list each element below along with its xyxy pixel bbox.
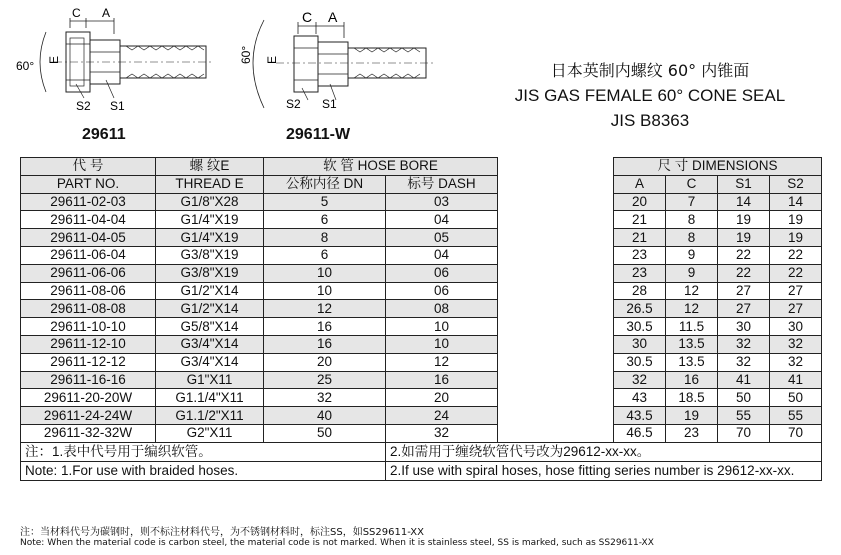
header-gap [498,175,614,193]
s1-label: S1 [322,97,337,111]
cell-s1: 32 [718,353,770,371]
table-row [21,424,822,442]
cell-thread: G1"X11 [156,371,264,389]
s1-label: S1 [110,99,125,113]
cell-s1: 70 [718,424,770,442]
cell-a: 43.5 [614,407,666,425]
table-gap-cell [498,424,614,442]
cell-thread: G1/8"X28 [156,193,264,211]
cell-s2: 55 [770,407,822,425]
table-row [21,389,822,407]
cell-a: 21 [614,229,666,247]
cell-a: 28 [614,282,666,300]
header-dash: 标号 DASH [386,175,498,193]
cell-part: 29611-04-05 [21,229,156,247]
cell-part: 29611-06-04 [21,246,156,264]
cell-dash: 24 [386,407,498,425]
cell-dn: 8 [264,229,386,247]
dim-e-label: E [265,55,279,64]
table-gap-cell [498,318,614,336]
cell-dash: 16 [386,371,498,389]
cell-s1: 27 [718,300,770,318]
cell-s2: 19 [770,229,822,247]
cell-part: 29611-12-12 [21,353,156,371]
cell-s2: 32 [770,353,822,371]
cell-part: 29611-20-20W [21,389,156,407]
table-gap-cell [498,246,614,264]
cell-dash: 04 [386,246,498,264]
cell-c: 8 [666,211,718,229]
angle-label: 60° [239,45,253,64]
cell-c: 12 [666,300,718,318]
note-en-1: Note: 1.For use with braided hoses. [21,461,386,480]
spec-table [20,157,822,481]
cell-c: 13.5 [666,353,718,371]
cell-a: 23 [614,246,666,264]
cell-c: 18.5 [666,389,718,407]
header-c: C [666,175,718,193]
cell-s2: 27 [770,282,822,300]
cell-part: 29611-12-10 [21,335,156,353]
cell-dash: 06 [386,282,498,300]
table-gap-cell [498,264,614,282]
cell-s1: 22 [718,246,770,264]
cell-dash: 08 [386,300,498,318]
cell-dn: 12 [264,300,386,318]
cell-c: 7 [666,193,718,211]
header-code-cn: 代 号 [21,158,156,176]
table-gap-cell [498,335,614,353]
cell-thread: G3/8"X19 [156,246,264,264]
table-row [21,264,822,282]
note-en-2: 2.If use with spiral hoses, hose fitting series number is 29612-xx-xx. [386,461,822,480]
angle-label: 60° [16,59,35,73]
table-gap-cell [498,193,614,211]
table-gap-cell [498,407,614,425]
cell-a: 32 [614,371,666,389]
cell-s1: 50 [718,389,770,407]
table-gap-cell [498,389,614,407]
cell-dn: 16 [264,318,386,336]
cell-c: 8 [666,229,718,247]
cell-a: 43 [614,389,666,407]
cell-part: 29611-08-06 [21,282,156,300]
cell-dash: 05 [386,229,498,247]
cell-c: 9 [666,264,718,282]
title-standard: JIS B8363 [610,111,690,130]
cell-s1: 41 [718,371,770,389]
s2-label: S2 [286,97,301,111]
cell-s2: 70 [770,424,822,442]
cell-dash: 12 [386,353,498,371]
footnote-cn: 注：当材料代号为碳钢时，则不标注材料代号，为不锈钢材料时，标注SS，如SS29611-XX [20,527,425,538]
table-row [21,353,822,371]
cell-a: 23 [614,264,666,282]
cell-s2: 22 [770,246,822,264]
cell-s1: 27 [718,282,770,300]
cell-part: 29611-06-06 [21,264,156,282]
cell-c: 16 [666,371,718,389]
cell-dn: 6 [264,246,386,264]
cell-dn: 10 [264,264,386,282]
cell-dn: 10 [264,282,386,300]
cell-thread: G2"X11 [156,424,264,442]
cell-c: 9 [666,246,718,264]
table-row [21,407,822,425]
cell-c: 19 [666,407,718,425]
table-gap-cell [498,371,614,389]
cell-part: 29611-08-08 [21,300,156,318]
table-row [21,371,822,389]
table-row [21,193,822,211]
cell-a: 26.5 [614,300,666,318]
header-a: A [614,175,666,193]
cell-dn: 40 [264,407,386,425]
cell-thread: G1/2"X14 [156,300,264,318]
note-cn-1: 注：1.表中代号用于编织软管。 [21,442,386,461]
table-gap-cell [498,353,614,371]
note-cn-2: 2.如需用于缠绕软管代号改为29612-xx-xx。 [386,442,822,461]
header-dimensions: 尺 寸 DIMENSIONS [614,158,822,176]
fitting-drawing-29611-w [232,4,442,114]
header-s2: S2 [770,175,822,193]
cell-dash: 20 [386,389,498,407]
dim-c-label: C [72,6,81,20]
cell-s2: 32 [770,335,822,353]
cell-s2: 22 [770,264,822,282]
cell-c: 12 [666,282,718,300]
cell-dn: 5 [264,193,386,211]
table-row [21,246,822,264]
cell-a: 30.5 [614,353,666,371]
table-gap-cell [498,211,614,229]
cell-a: 30.5 [614,318,666,336]
cell-a: 46.5 [614,424,666,442]
cell-s1: 19 [718,229,770,247]
cell-s1: 22 [718,264,770,282]
table-gap-cell [498,229,614,247]
dim-e-label: E [47,55,61,64]
cell-c: 11.5 [666,318,718,336]
dim-a-label: A [328,9,338,25]
table-gap-cell [498,282,614,300]
header-gap [498,158,614,176]
header-thread-en: THREAD E [156,175,264,193]
cell-dn: 20 [264,353,386,371]
cell-dash: 10 [386,335,498,353]
dim-a-label: A [102,6,111,20]
header-hose-bore: 软 管 HOSE BORE [264,158,498,176]
cell-c: 23 [666,424,718,442]
cell-s2: 30 [770,318,822,336]
cell-thread: G1/2"X14 [156,282,264,300]
cell-dash: 03 [386,193,498,211]
header-s1: S1 [718,175,770,193]
cell-part: 29611-16-16 [21,371,156,389]
cell-thread: G1.1/4"X11 [156,389,264,407]
cell-dn: 6 [264,211,386,229]
cell-dash: 06 [386,264,498,282]
cell-s1: 30 [718,318,770,336]
model-label-29611: 29611 [82,126,126,143]
cell-s2: 41 [770,371,822,389]
cell-dn: 25 [264,371,386,389]
cell-part: 29611-02-03 [21,193,156,211]
fitting-29611-w-diagram [232,4,442,114]
cell-thread: G3/4"X14 [156,335,264,353]
cell-s2: 19 [770,211,822,229]
cell-dn: 32 [264,389,386,407]
cell-thread: G3/8"X19 [156,264,264,282]
cell-s1: 19 [718,211,770,229]
header-thread-cn: 螺 纹E [156,158,264,176]
cell-s1: 14 [718,193,770,211]
title-cn: 日本英制内螺纹 60° 内锥面 [550,61,750,80]
title-en: JIS GAS FEMALE 60° CONE SEAL [514,86,786,105]
cell-part: 29611-10-10 [21,318,156,336]
cell-s1: 32 [718,335,770,353]
cell-thread: G1/4"X19 [156,229,264,247]
table-row [21,318,822,336]
cell-a: 30 [614,335,666,353]
table-row [21,282,822,300]
table-row [21,211,822,229]
dim-c-label: C [302,9,313,25]
title-block [480,58,820,133]
cell-part: 29611-04-04 [21,211,156,229]
model-label-29611-w: 29611-W [286,126,351,143]
cell-s2: 14 [770,193,822,211]
footnote-en: Note: When the material code is carbon steel, the material code is not marked. When it is stainless steel, SS is marked, such as SS29611-XX [20,538,654,548]
table-row [21,229,822,247]
cell-c: 13.5 [666,335,718,353]
header-dn: 公称内径 DN [264,175,386,193]
cell-thread: G1/4"X19 [156,211,264,229]
cell-dash: 10 [386,318,498,336]
table-row [21,300,822,318]
cell-a: 21 [614,211,666,229]
table-gap-cell [498,300,614,318]
cell-part: 29611-24-24W [21,407,156,425]
fitting-29611-diagram [14,4,224,114]
cell-a: 20 [614,193,666,211]
cell-dash: 04 [386,211,498,229]
s2-label: S2 [76,99,91,113]
cell-s2: 27 [770,300,822,318]
cell-s2: 50 [770,389,822,407]
cell-part: 29611-32-32W [21,424,156,442]
fitting-drawing-29611 [14,4,224,114]
header-part-no: PART NO. [21,175,156,193]
cell-s1: 55 [718,407,770,425]
cell-thread: G3/4"X14 [156,353,264,371]
cell-dash: 32 [386,424,498,442]
cell-thread: G1.1/2"X11 [156,407,264,425]
table-row [21,335,822,353]
cell-dn: 16 [264,335,386,353]
cell-dn: 50 [264,424,386,442]
cell-thread: G5/8"X14 [156,318,264,336]
